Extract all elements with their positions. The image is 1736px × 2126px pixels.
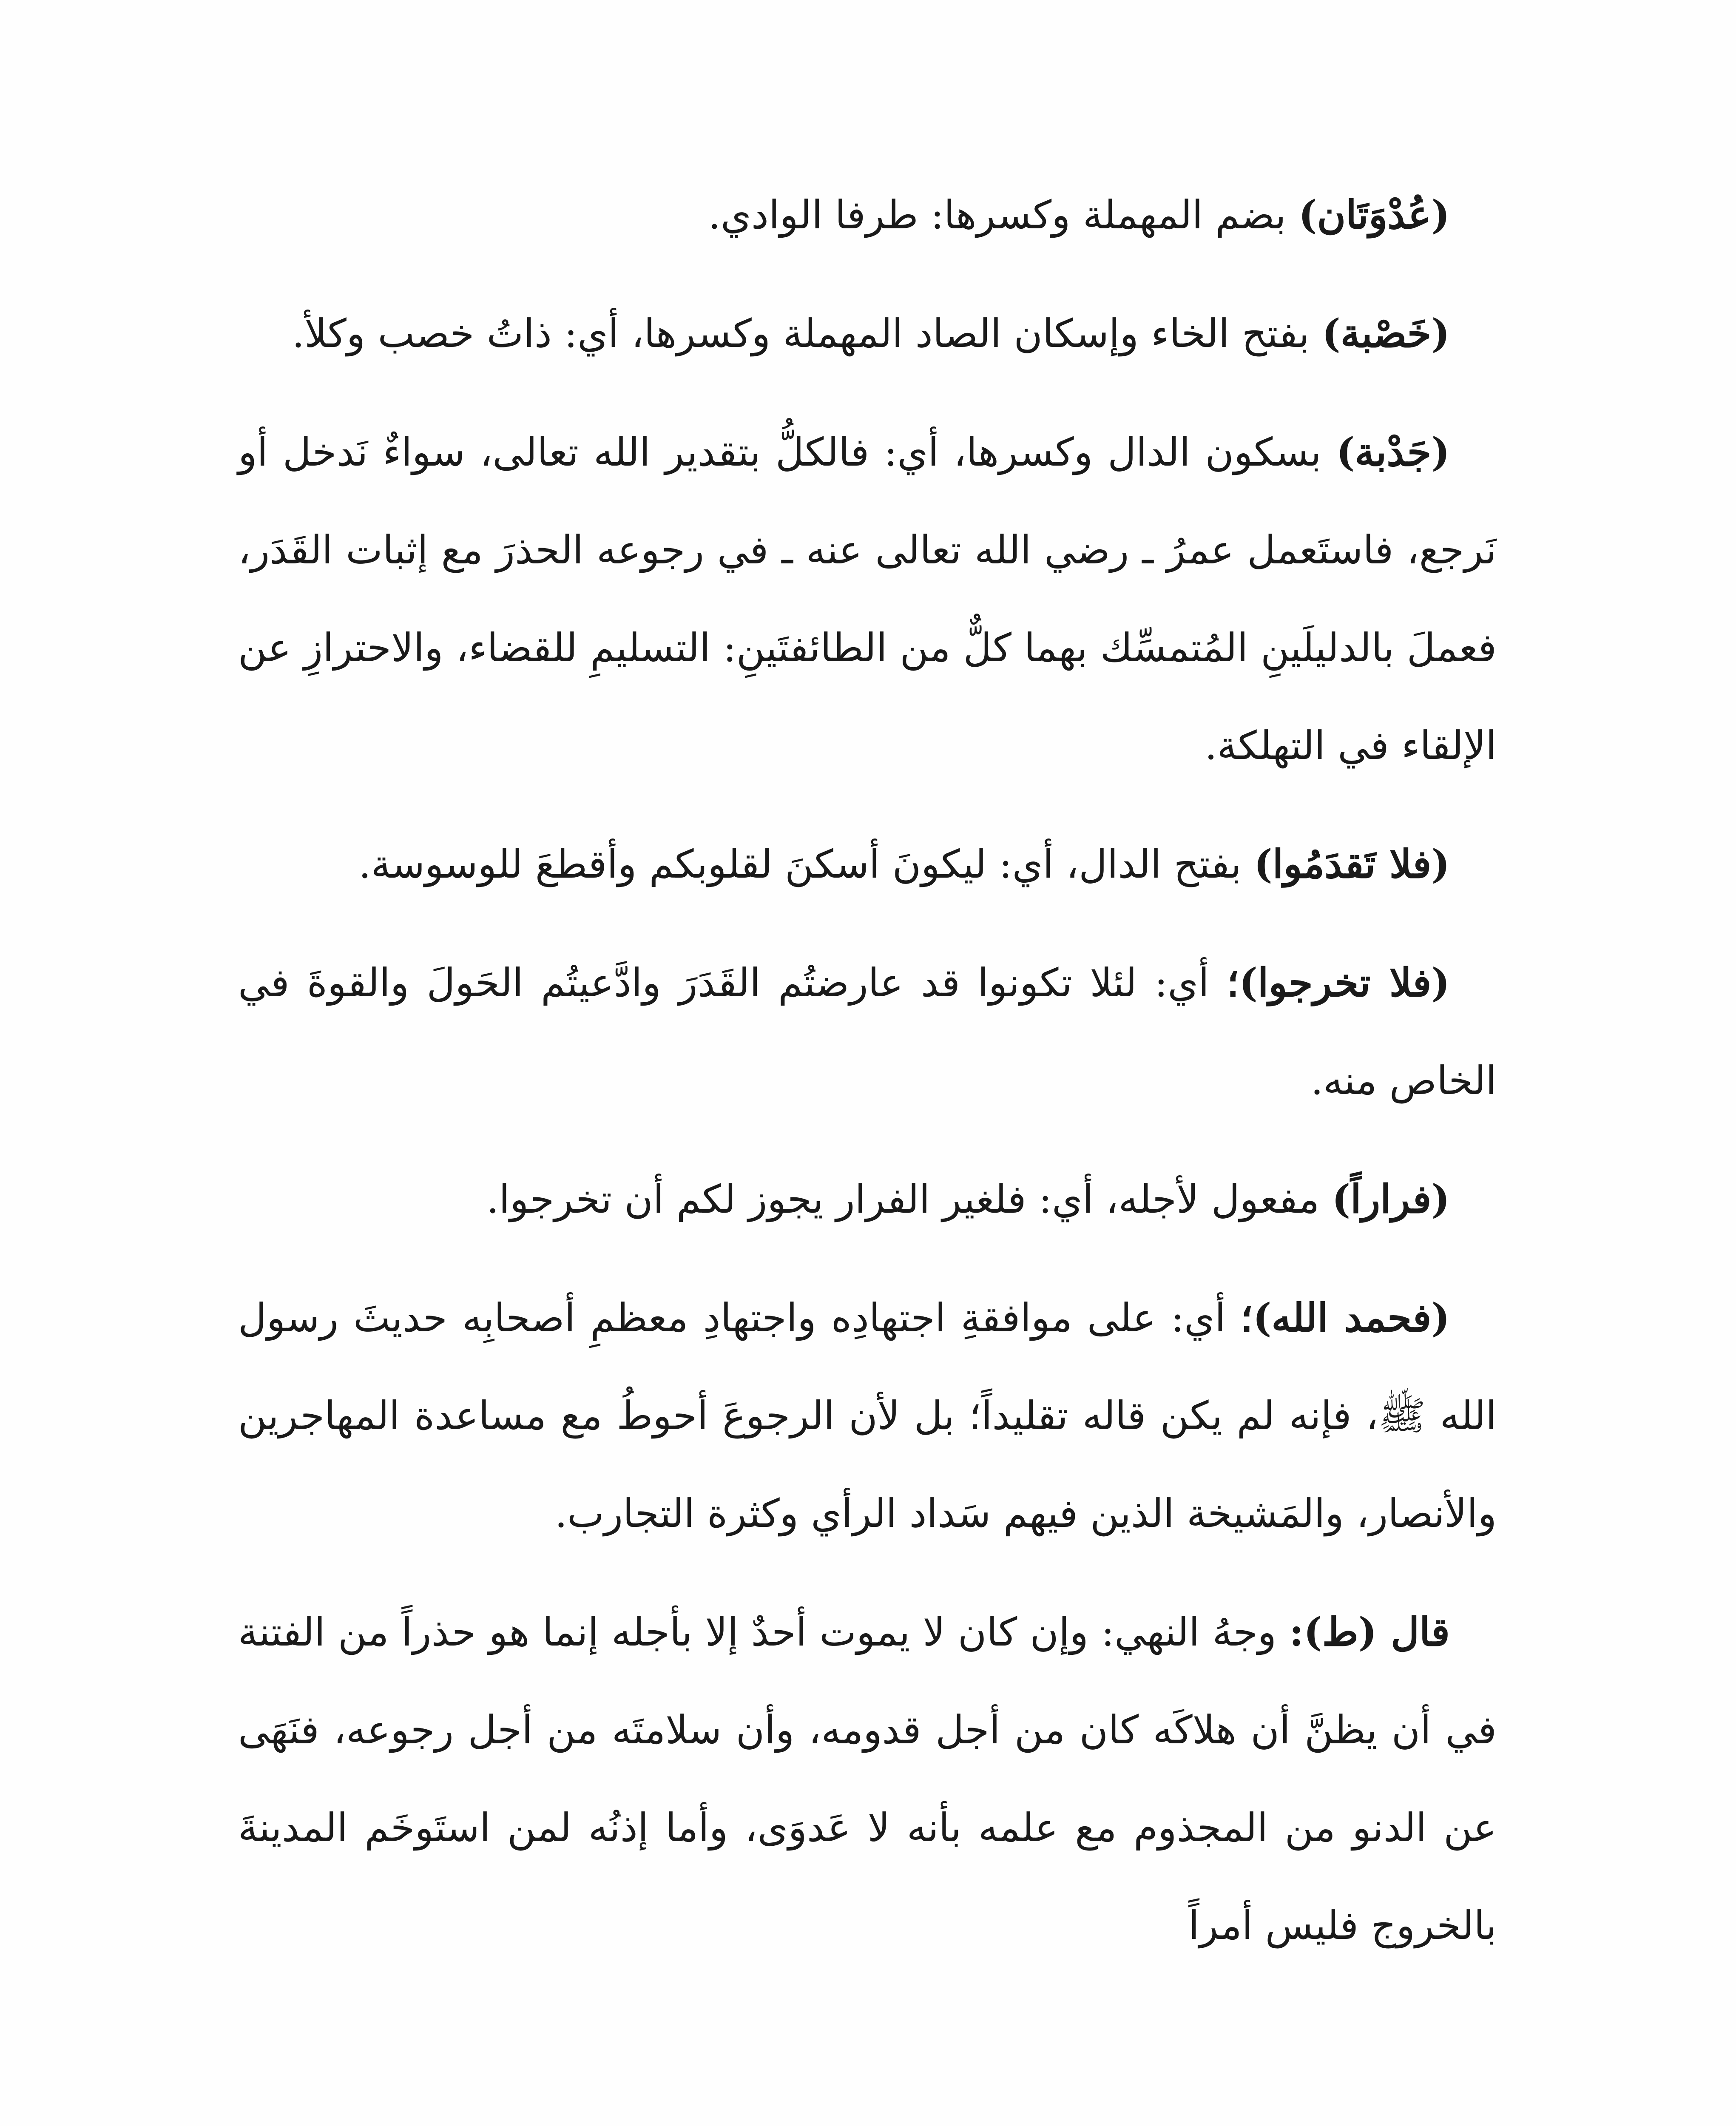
lemma-term: قال (ط):	[1289, 1609, 1450, 1655]
paragraph-text: أي: على موافقةِ اجتهادِه واجتهادِ معظمِ أصحابِه حديثَ رسول الله ﷺ، فإنه لم يكن قاله تقليداً؛ بل لأن الرجوعَ أحوطُ مع مساعدة المهاجرين والأنصار، والمَشيخة الذين فيهم سَداد الرأي وكثرة التجارب.	[238, 1295, 1497, 1536]
lemma-term: (خَصْبة)	[1322, 310, 1450, 356]
paragraph-text: بضم المهملة وكسرها: طرفا الوادي.	[708, 192, 1299, 238]
lemma-term: (جَدْبة)	[1336, 429, 1450, 475]
paragraph-fahamida-allah	[238, 1269, 1497, 1563]
paragraph-udwatan	[238, 166, 1497, 264]
paragraph-jadba	[238, 403, 1497, 795]
paragraph-fala-taqdamu	[238, 815, 1497, 913]
paragraph-text: بفتح الدال، أي: ليكونَ أسكنَ لقلوبكم وأقطعَ للوسوسة.	[358, 841, 1254, 887]
paragraph-text: بسكون الدال وكسرها، أي: فالكلُّ بتقدير الله تعالى، سواءٌ نَدخل أو نَرجع، فاستَعمل عمرُ ـ رضي الله تعالى عنه ـ في رجوعه الحذرَ مع إثبات القَدَر، فعملَ بالدليلَينِ المُتمسِّك بهما كلٌّ من الطائفتَينِ: التسليمِ للقضاء، والاحترازِ عن الإلقاء في التهلكة.	[238, 429, 1497, 768]
paragraph-text: أي: لئلا تكونوا قد عارضتُم القَدَرَ وادَّعيتُم الحَولَ والقوةَ في الخاص منه.	[238, 960, 1497, 1103]
paragraph-text: مفعول لأجله، أي: فلغير الفرار يجوز لكم أن تخرجوا.	[486, 1177, 1332, 1222]
paragraph-firaran	[238, 1150, 1497, 1248]
body-text	[238, 166, 1497, 1995]
lemma-term: (فراراً)	[1332, 1176, 1450, 1222]
lemma-term: (فلا تَقدَمُوا)	[1254, 841, 1450, 887]
paragraph-khasba	[238, 284, 1497, 383]
lemma-term: (عُدْوَتَان)	[1298, 192, 1450, 238]
paragraph-qala-t	[238, 1583, 1497, 1975]
paragraph-text: وجهُ النهي: وإن كان لا يموت أحدٌ إلا بأجله إنما هو حذراً من الفتنة في أن يظنَّ أن هلاكَه كان من أجل قدومه، وأن سلامتَه من أجل رجوعه، فنَهَى عن الدنو من المجذوم مع علمه بأنه لا عَدوَى، وأما إذنُه لمن استَوخَم المدينةَ بالخروج فليس أمراً	[238, 1609, 1497, 1948]
lemma-term: (فلا تخرجوا)؛	[1227, 960, 1450, 1006]
lemma-term: (فحمد الله)؛	[1240, 1295, 1450, 1341]
paragraph-text: بفتح الخاء وإسكان الصاد المهملة وكسرها، أي: ذاتُ خصب وكلأ.	[292, 311, 1322, 356]
paragraph-fala-takhruju	[238, 934, 1497, 1130]
